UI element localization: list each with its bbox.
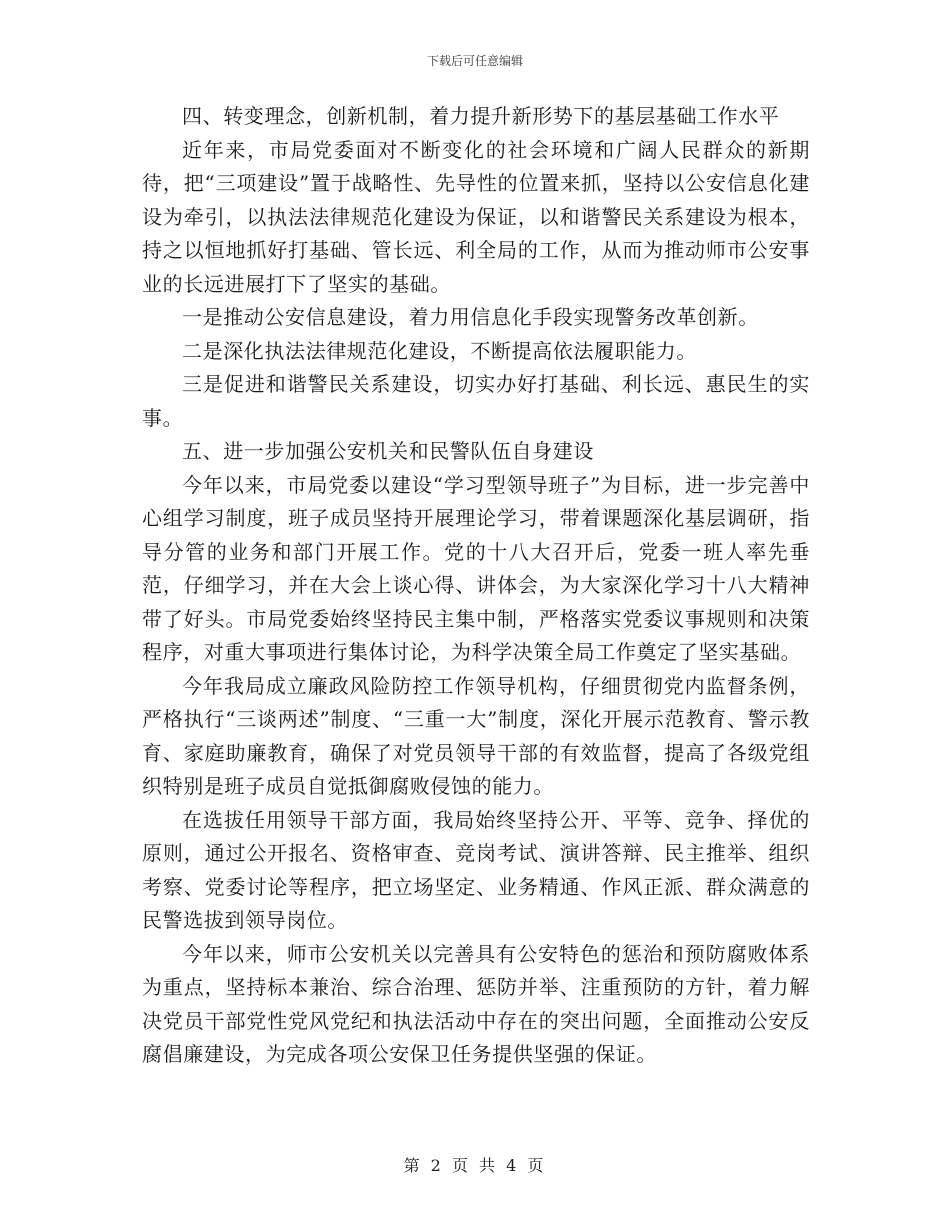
paragraph: 在选拔任用领导干部方面，我局始终坚持公开、平等、竞争、择优的原则，通过公开报名、资格审查、竞岗考试、演讲答辩、民主推举、组织考察、党委讨论等程序，把立场坚定、业务精通、作风正派、群众满意的民警选拔到领导岗位。 <box>142 807 810 932</box>
paragraph: 今年我局成立廉政风险防控工作领导机构，仔细贯彻党内监督条例，严格执行“三谈两述”制度、“三重一大”制度，深化开展示范教育、警示教育、家庭助廉教育，确保了对党员领导干部的有效监督，提高了各级党组织特别是班子成员自觉抵御腐败侵蚀的能力。 <box>142 673 810 798</box>
document-body <box>142 100 810 1072</box>
paragraph: 今年以来，师市公安机关以完善具有公安特色的惩治和预防腐败体系为重点，坚持标本兼治、综合治理、惩防并举、注重预防的方针，着力解决党员干部党性党风党纪和执法活动中存在的突出问题，全面推动公安反腐倡廉建设，为完成各项公安保卫任务提供坚强的保证。 <box>142 941 810 1066</box>
paragraph: 一是推动公安信息建设，着力用信息化手段实现警务改革创新。 <box>182 305 759 329</box>
section-heading-4: 四、转变理念，创新机制，着力提升新形势下的基层基础工作水平 <box>182 104 780 128</box>
paragraph: 今年以来，市局党委以建设“学习型领导班子”为目标，进一步完善中心组学习制度，班子成员坚持开展理论学习，带着课题深化基层调研，指导分管的业务和部门开展工作。党的十八大召开后，党委一班人率先垂范，仔细学习，并在大会上谈心得、讲体会，为大家深化学习十八大精神带了好头。市局党委始终坚持民主集中制，严格落实党委议事规则和决策程序，对重大事项进行集体讨论，为科学决策全局工作奠定了坚实基础。 <box>142 472 810 664</box>
section-heading-5: 五、进一步加强公安机关和民警队伍自身建设 <box>182 439 594 463</box>
paragraph: 二是深化执法法律规范化建设，不断提高依法履职能力。 <box>182 338 697 363</box>
page-header-note: 下载后可任意编辑 <box>426 54 523 68</box>
paragraph: 三是促进和谐警民关系建设，切实办好打基础、利长远、惠民生的实事。 <box>142 372 810 430</box>
page-footer-number: 第 2 页 共 4 页 <box>403 1156 547 1175</box>
paragraph: 近年来，市局党委面对不断变化的社会环境和广阔人民群众的新期待，把“三项建设”置于战略性、先导性的位置来抓，坚持以公安信息化建设为牵引，以执法法律规范化建设为保证，以和谐警民关系建设为根本，持之以恒地抓好打基础、管长远、利全局的工作，从而为推动师市公安事业的长远进展打下了坚实的基础。 <box>142 137 810 296</box>
